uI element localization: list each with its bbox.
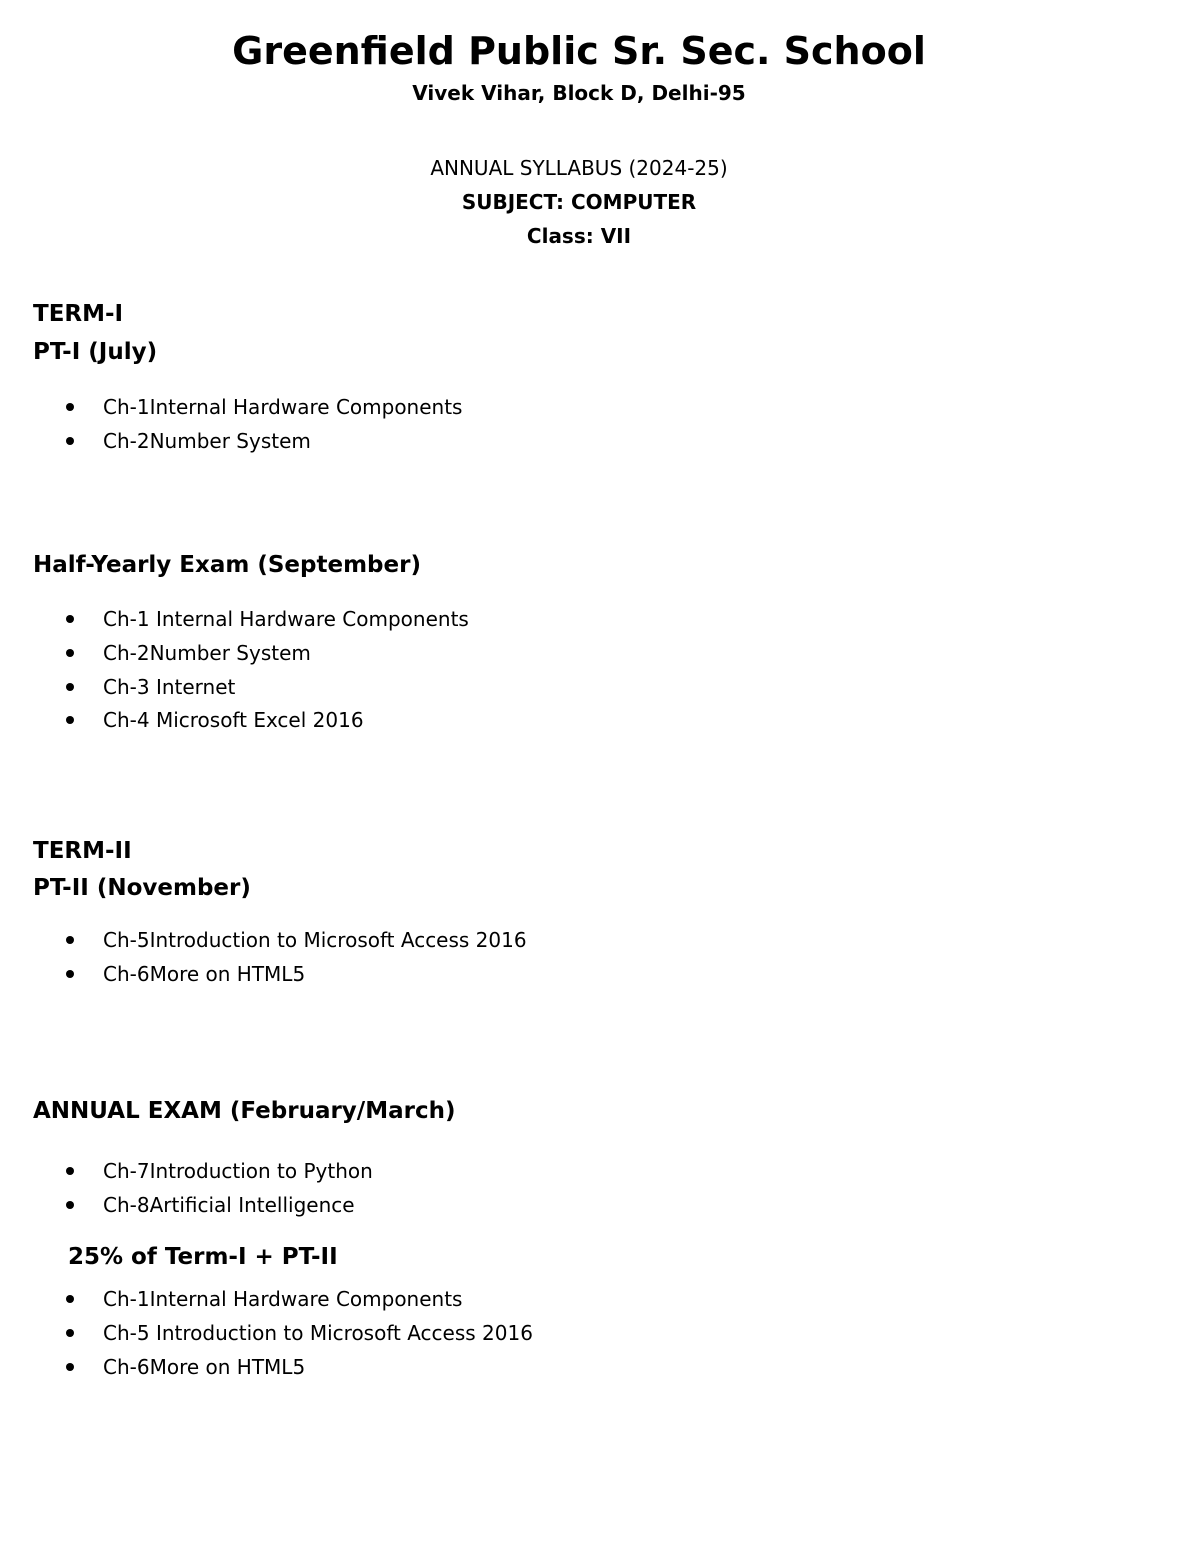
bullet-icon: [66, 1201, 74, 1209]
bullet-icon: [66, 1329, 74, 1337]
annual-portion-heading: 25% of Term-I + PT-II: [68, 1244, 338, 1270]
bullet-icon: [66, 936, 74, 944]
bullet-icon: [66, 1295, 74, 1303]
bullet-icon: [66, 649, 74, 657]
bullet-icon: [66, 615, 74, 623]
bullet-icon: [66, 716, 74, 724]
pt1-heading: PT-I (July): [33, 339, 158, 365]
bullet-icon: [66, 683, 74, 691]
annual-exam-heading: ANNUAL EXAM (February/March): [33, 1098, 456, 1124]
bullet-icon: [66, 970, 74, 978]
syllabus-page: Greenfield Public Sr. Sec. School Vivek Vihar, Block D, Delhi-95 ANNUAL SYLLABUS (2024-25) SUBJECT: COMPUTER Class: VII TERM-I PT-I (July) Ch-1Internal Hardware Components Ch-2Number System Half-Yearly Exam (September) Ch-1 Internal Hardware Components Ch-2Number System Ch-3 Internet Ch-4 Microsoft Excel 2016 TERM-II PT-II (November) Ch-5Introduction to Microsoft Access 2016 Ch-6More on HTML5 ANNUAL EXAM (February/March) Ch-7Introduction to Python Ch-8Artificial Intelligence 25% of Term-I + PT-II Ch-1Internal Hardware Components Ch-5 Introduction to Microsoft Access 2016 Ch-6More on HTML5: [0, 0, 1200, 1553]
class-line: Class: VII: [526, 224, 632, 248]
bullet-icon: [66, 1363, 74, 1371]
bullet-icon: [66, 1167, 74, 1175]
bullet-icon: [66, 403, 74, 411]
bullet-icon: [66, 437, 74, 445]
subject-line: SUBJECT: COMPUTER: [461, 190, 697, 214]
school-address: Vivek Vihar, Block D, Delhi-95: [412, 81, 746, 105]
half-yearly-heading: Half-Yearly Exam (September): [33, 552, 421, 578]
syllabus-title: ANNUAL SYLLABUS (2024-25): [430, 156, 728, 180]
school-name: Greenfield Public Sr. Sec. School: [232, 29, 926, 73]
pt2-heading: PT-II (November): [33, 875, 251, 901]
term2-heading: TERM-II: [33, 838, 132, 864]
term1-heading: TERM-I: [33, 301, 124, 327]
